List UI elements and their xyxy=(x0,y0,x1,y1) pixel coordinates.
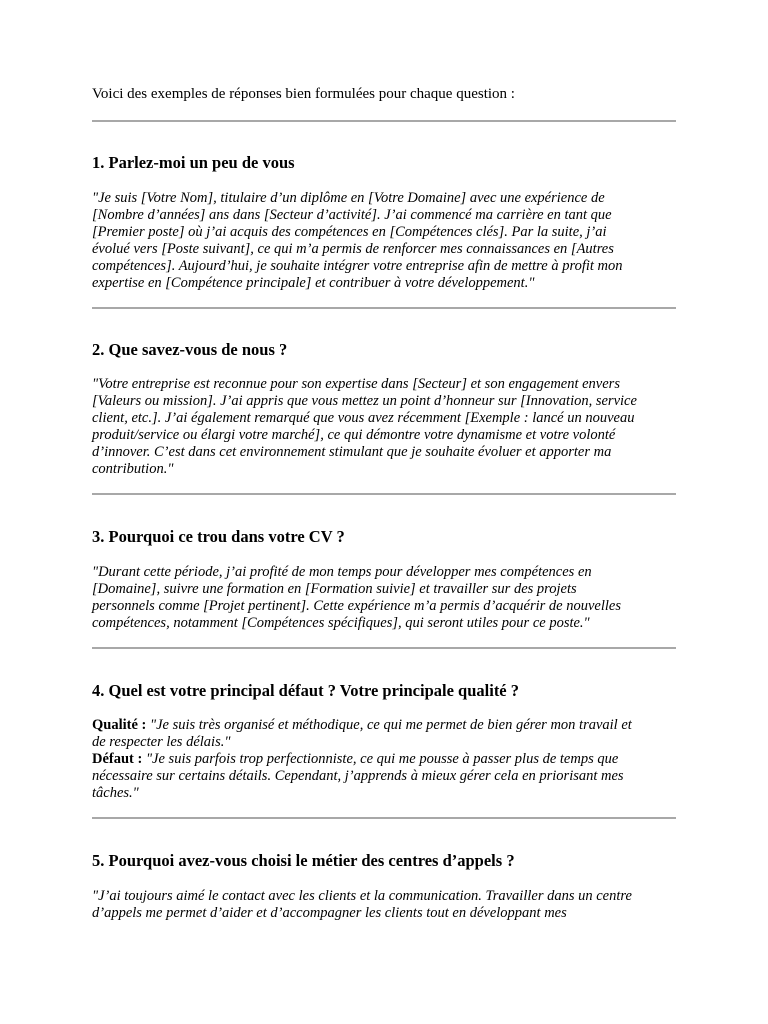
answer-line: expertise en [Compétence principale] et contribuer à votre développement." xyxy=(92,275,535,291)
divider xyxy=(92,120,676,122)
question-heading-2: 2. Que savez-vous de nous ? xyxy=(92,340,288,359)
divider xyxy=(92,647,676,649)
answer-line: "J’ai toujours aimé le contact avec les clients et la communication. Travailler dans un centre xyxy=(92,888,632,904)
answer-line: [Premier poste] où j’ai acquis des compétences en [Compétences clés]. Par la suite, j’ai xyxy=(92,224,607,240)
answer-line: évolué vers [Poste suivant], ce qui m’a permis de renforcer mes connaissances en [Autres xyxy=(92,241,614,257)
divider xyxy=(92,307,676,309)
answer-line: personnels comme [Projet pertinent]. Cette expérience m’a permis d’acquérir de nouvelles xyxy=(92,598,621,614)
answer-3 xyxy=(92,564,676,632)
answer-line: nécessaire sur certains détails. Cependant, j’apprends à mieux gérer cela en priorisant mes xyxy=(92,768,624,784)
defect-line xyxy=(92,751,676,768)
answer-line: d’appels me permet d’aider et d’accompagner les clients tout en développant mes xyxy=(92,905,567,921)
answer-line: tâches." xyxy=(92,785,139,801)
divider xyxy=(92,493,676,495)
answer-line: produit/service ou élargi votre marché], ce qui démontre votre dynamisme et votre volonté xyxy=(92,427,616,443)
divider xyxy=(92,817,676,819)
answer-line: compétences, notamment [Compétences spécifiques], qui seront utiles pour ce poste." xyxy=(92,615,590,631)
quality-line xyxy=(92,717,676,734)
answer-line: "Votre entreprise est reconnue pour son expertise dans [Secteur] et son engagement envers xyxy=(92,376,620,392)
answer-2 xyxy=(92,376,676,478)
defect-label: Défaut : xyxy=(92,751,143,767)
quality-label: Qualité : xyxy=(92,717,147,733)
question-heading-4: 4. Quel est votre principal défaut ? Votre principale qualité ? xyxy=(92,681,520,700)
answer-line: "Je suis [Votre Nom], titulaire d’un diplôme en [Votre Domaine] avec une expérience de xyxy=(92,190,605,206)
answer-4 xyxy=(92,717,676,802)
answer-line: contribution." xyxy=(92,461,174,477)
answer-line: [Valeurs ou mission]. J’ai appris que vous mettez un point d’honneur sur [Innovation, service xyxy=(92,393,637,409)
answer-1 xyxy=(92,190,676,292)
answer-line: de respecter les délais." xyxy=(92,734,231,750)
answer-line: d’innover. C’est dans cet environnement stimulant que je souhaite évoluer et apporter ma xyxy=(92,444,612,460)
answer-line: [Nombre d’années] ans dans [Secteur d’activité]. J’ai commencé ma carrière en tant que xyxy=(92,207,612,223)
question-heading-3: 3. Pourquoi ce trou dans votre CV ? xyxy=(92,527,345,546)
answer-line: client, etc.]. J’ai également remarqué que vous avez récemment [Exemple : lancé un nouveau xyxy=(92,410,635,426)
answer-5 xyxy=(92,888,676,922)
question-heading-1: 1. Parlez-moi un peu de vous xyxy=(92,153,295,172)
intro-text: Voici des exemples de réponses bien formulées pour chaque question : xyxy=(92,86,515,102)
defect-text: "Je suis parfois trop perfectionniste, ce qui me pousse à passer plus de temps que xyxy=(142,751,619,767)
answer-line: "Durant cette période, j’ai profité de mon temps pour développer mes compétences en xyxy=(92,564,592,580)
answer-line: [Domaine], suivre une formation en [Formation suivie] et travailler sur des projets xyxy=(92,581,577,597)
answer-line: compétences]. Aujourd’hui, je souhaite intégrer votre entreprise afin de mettre à profit mon xyxy=(92,258,623,274)
question-heading-5: 5. Pourquoi avez-vous choisi le métier des centres d’appels ? xyxy=(92,851,515,870)
quality-text: "Je suis très organisé et méthodique, ce qui me permet de bien gérer mon travail et xyxy=(146,717,632,733)
